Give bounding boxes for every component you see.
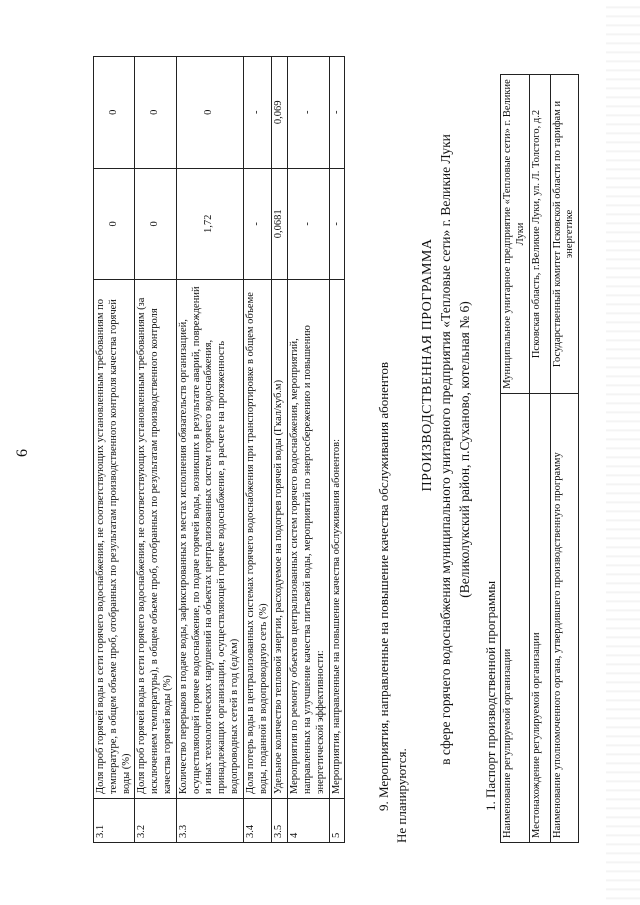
row-number: 3.1 bbox=[94, 799, 135, 843]
passport-value: Государственный комитет Псковской области по тарифам и энергетике bbox=[550, 75, 579, 394]
row-value-2: 0 bbox=[135, 57, 176, 169]
row-number: 3.3 bbox=[176, 799, 243, 843]
passport-label: Наименование уполномоченного органа, утвердившего производственную программу bbox=[550, 394, 579, 843]
program-title: ПРОИЗВОДСТВЕННАЯ ПРОГРАММА bbox=[420, 238, 435, 492]
program-location: (Великолукский район, п.Суханово, котельная № 6) bbox=[457, 301, 472, 598]
passport-value: Псковская область, г.Великие Луки, ул. Л. Толстого, д.2 bbox=[529, 75, 550, 394]
table-row bbox=[529, 75, 550, 843]
table-row bbox=[135, 57, 176, 843]
row-text: Удельное количество тепловой энергии, расходуемое на подогрев горячей воды (Гкал/куб.м) bbox=[272, 280, 288, 799]
not-planned-text: Не планируются. bbox=[394, 748, 409, 843]
row-number: 3.2 bbox=[135, 799, 176, 843]
row-text: Количество перерывов в подаче воды, зафиксированных в местах исполнения обязательств организацией, осуществляющей горячее водоснабжение, по подаче горячей воды, возникших в результате аварий, повреждений и иных технологических нарушений на объектах централизованных систем горячего водоснабжения, принадлежащих организации, осуществляющей горячее водоснабжение, в расчете на протяженность водопроводных сетей в год (ед/км) bbox=[176, 280, 243, 799]
passport-heading: 1. Паспорт производственной программы bbox=[483, 580, 498, 811]
table-row bbox=[94, 57, 135, 843]
passport-value: Муниципальное унитарное предприятие «Тепловые сети» г. Великие Луки bbox=[501, 75, 530, 394]
page-number: 6 bbox=[14, 449, 31, 457]
row-value-2: 0,069 bbox=[272, 57, 288, 169]
table-row bbox=[176, 57, 243, 843]
row-number: 4 bbox=[288, 799, 329, 843]
row-value-1: - bbox=[288, 168, 329, 280]
row-text: Мероприятия, направленные на повышение качества обслуживания абонентов: bbox=[329, 280, 345, 799]
table-row bbox=[501, 75, 530, 843]
section-9-heading: 9. Мероприятия, направленные на повышение качества обслуживания абонентов bbox=[376, 361, 391, 811]
row-text: Доля проб горячей воды в сети горячего водоснабжения, не соответствующих установленным требованиям по температуре, в общем объеме проб, отобранных по результатам производственного контроля качества горячей воды (%) bbox=[94, 280, 135, 799]
row-value-2: 0 bbox=[176, 57, 243, 169]
row-value-1: 1,72 bbox=[176, 168, 243, 280]
table-row bbox=[550, 75, 579, 843]
passport-table bbox=[500, 74, 579, 843]
table-row bbox=[288, 57, 329, 843]
row-value-2: - bbox=[243, 57, 272, 169]
table-row bbox=[243, 57, 272, 843]
row-value-1: 0 bbox=[135, 168, 176, 280]
row-number: 5 bbox=[329, 799, 345, 843]
row-text: Доля потерь воды в централизованных системах горячего водоснабжения при транспортировке в общем объеме воды, поданной в водопроводную сеть (%) bbox=[243, 280, 272, 799]
row-value-2: - bbox=[288, 57, 329, 169]
row-text: Мероприятия по ремонту объектов централизованных систем горячего водоснабжения, мероприятий, направленных на улучшение качества питьевой воды, мероприятий по энергосбережению и повышению энергетической эффективности: bbox=[288, 280, 329, 799]
row-value-1: 0 bbox=[94, 168, 135, 280]
row-text: Доля проб горячей воды в сети горячего водоснабжения, не соответствующих установленным требованиям (за исключением температуры), в общем объеме проб, отобранных по результатам производственного контроля качества горячей воды (%) bbox=[135, 280, 176, 799]
table-row bbox=[329, 57, 345, 843]
row-number: 3.4 bbox=[243, 799, 272, 843]
table-row bbox=[272, 57, 288, 843]
row-value-2: - bbox=[329, 57, 345, 169]
row-value-1: - bbox=[243, 168, 272, 280]
passport-label: Местонахождение регулируемой организации bbox=[529, 394, 550, 843]
program-subtitle: в сфере горячего водоснабжения муниципального унитарного предприятия «Тепловые сети» г. Великие Луки bbox=[438, 134, 453, 765]
row-value-1: 0,0681 bbox=[272, 168, 288, 280]
row-value-1: - bbox=[329, 168, 345, 280]
row-value-2: 0 bbox=[94, 57, 135, 169]
row-number: 3.5 bbox=[272, 799, 288, 843]
passport-label: Наименование регулируемой организации bbox=[501, 394, 530, 843]
indicators-table bbox=[93, 56, 345, 843]
